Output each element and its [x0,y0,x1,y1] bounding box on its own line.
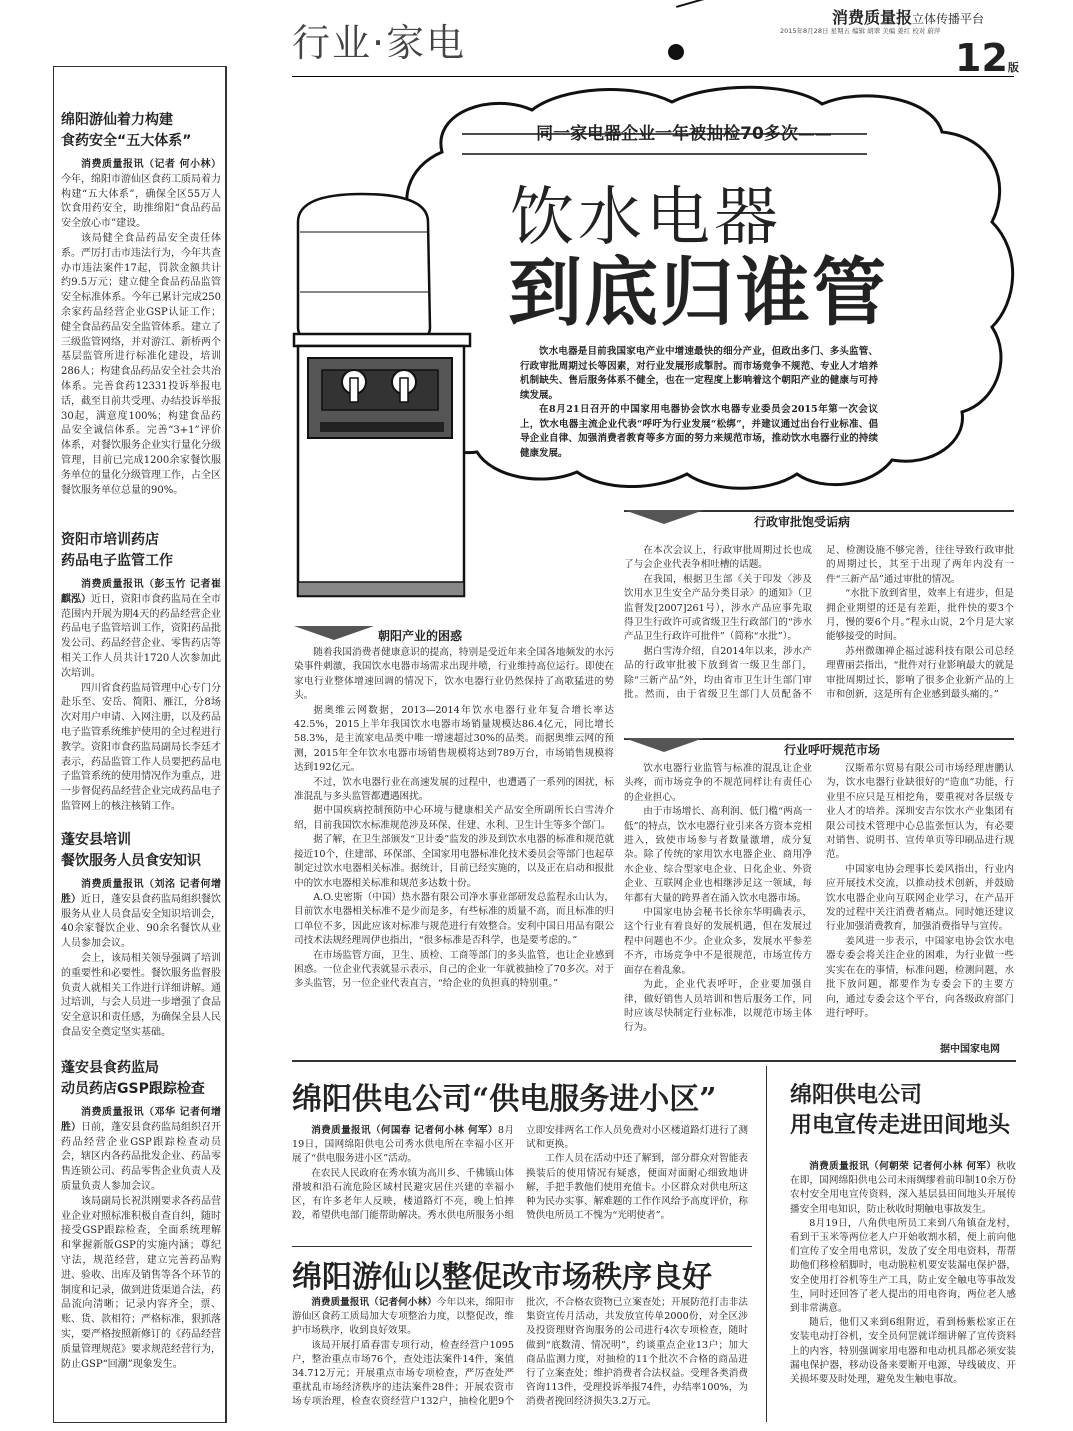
section-head-3: 行业呼吁规范市场 [624,738,1014,760]
page-number: 12版 [955,36,1019,80]
left-article-1: 绵阳游仙着力构建 食药安全“五大体系” 消费质量报讯（记者 何小林）今年，绵阳市游仙区食药工质局着力构建“五大体系”，确保全区55万人饮食用药安全，助推绵阳“食品药品安全放心市”建设。 该局健全食品药品安全责任体系。严厉打击市违法行为，今年共查办市违法案件17起，罚款金额共计约9.5万元；建立健全食品药品监管安全标准体系。今年已累计完成250余家药品经营企业GSP认证工作；健全食品药品安全监管体系。建立了三级监管网络，并对游江、新桥两个基层监管所进行标准化建设，培训286人；构建食品药品安全社会共治体系。完善食药12331投诉举报电话，截至目前共受理、办结投诉举报30起，满意度100%；构建食品药品安全诚信体系。完善“3+1”评价体系，对餐饮服务企业实行量化分级管理，目前已完成1200余家餐饮服务单位的量化分级管理工作，占全区餐饮服务单位总量的90%。 [61,112,221,496]
section-head-1: 朝阳产业的困惑 [294,624,506,646]
section-head-2: 行政审批饱受诟病 [624,510,1014,532]
feature-title-2: 到底归谁管 [508,250,888,336]
left-article-2: 资阳市培训药店 药品电子监管工作 消费质量报讯（彭玉竹 记者崔麒泓）近日，资阳市食药监局在全市范围内开展为期4天的药品经营企业药品电子监管培训工作，资阳药品批发公司、药品经营企业、零售药店等相关工作人员共计1720人次参加此次培训。 四川省食药监局管理中心专门分赴乐至、安岳、简阳、雁江，分8场次对用户申请、入网注册，以及药品电子监管系统维护使用的全过程进行教学。资阳市食药监局副局长李廷才表示，药品监管工作人员要把药品电子监管系统的使用情况作为重点，进一步督促药品经营企业完成药品电子监管网上的核注核销工作。 [61,532,221,812]
bottom-article-3-body: 消费质量报讯（何朝荣 记者何小林 何军）秋收在即，国网绵阳供电公司未雨绸缪着前印制10余万份农村安全用电宣传资料，深入基层县田间地头开展传播安全用电知识，防止秋收时期触电事故发生。 8月19日，八角供电所员工来到八角镇奋龙村，看到干玉米等两位老人户开始收割水稻，便上前向他们宣传了安全用电常识，发放了安全用电资料，帮帮助他们移检稻脚时，电动脱粒机要安装漏电保护器，安全使用打谷机等生产工具，防止安全触电等事故发生，同时还回答了老人提出的用电咨询，两位老人感到非常满意。 随后，他们又来到6组附近，看到杨紫松家正在安装电动打谷机，安全员何罡就详细讲解了宣传资料上的内容，特别强调家用电器和电动机具都必须安装漏电保护器，移动设备来要断开电源，导线破皮、开关损坏要及时处理，避免发生触电事故。 [790,1161,1017,1386]
bottom-article-2-body: 消费质量报讯（记者何小林）今年以来，绵阳市游仙区食药工质局加大专项整治力度，以整促改，维护市场秩序，收到良好效果。 该局开展打盾春雷专项行动，检查经营户1095户，整治重点市场76个，查处违法案件14件，案值34.712万元；开展重点市场专项检查，严厉查处严重扰乱市场经济秩序的违法案件28件；开展农资市场专项治理，检查农资经营户132户，抽检化肥9个批次，不合格农资物已立案查处；开展防范打击非法集资宣传月活动，共发放宣传单2000份，对全区涉及投资理财咨询服务的公司进行4次专项检查，随时做到“底数清、情况明”，约谈重点企业13户；加大商品监测力度，对抽检的11个批次不合格的商品进行了立案查处；维护消费者合法权益。受理各类消费咨询113件，受理投诉举报74件，办结率100%，为消费者挽回经济损失3.2万元。 [292,1297,748,1408]
masthead-dot [668,44,684,60]
feature-lead: 饮水电器是目前我国家电产业中增速最快的细分产业，但政出多门、多头监管、行政审批周期过长等因素，对行业发展形成掣肘。而市场竞争不规范、专业人才培养机制缺失、售后服务体系不健全，也在一定程度上影响着这个朝阳产业的健康与可持续发展。 在8月21日召开的中国家用电器协会饮水电器专业委员会2015年第一次会议上，饮水电器主流企业代表“呼吁为行业发展“松绑”，并建议通过出台行业标准、倡导企业自律、加强消费者教育等多方面的努力来规范市场，推动饮水电器行业的持续健康发展。 [520,346,878,459]
section-1-body: 随着我国消费者健康意识的提高，特别是受近年来全国各地频发的水污染事件刺激，我国饮水电器市场需求出现井喷，行业维持高位运行。即使在家电行业整体增速回调的情况下，饮水电器行业仍然保持了高歌猛进的势头。 据奥维云网数据，2013—2014年饮水电器行业年复合增长率达42.5%，2015上半年我国饮水电器市场销量规模达86.4亿元，同比增长58.3%，是主流家电品类中唯一增速超过30%的品类。而据奥维云网的预测，2015年全年饮水电器市场销售规模将达到789万台，市场销售规模将达到192亿元。 不过，饮水电器行业在高速发展的过程中，也遭遇了一系列的困扰，标准混乱与多头监管都遭遇困扰。 据中国疾病控制预防中心环境与健康相关产品安全所副所长白雪涛介绍，目前我国饮水标准规范涉及环保、住建、水利、卫生计生等多个部门。 据了解，在卫生部颁发“卫计委”监发的涉及到饮水电器的标准和规范就接近10个，住建部、环保部、全国家用电器标准化技术委员会等部门也起草制定过饮水电器相关标准。据统计，目前已经实施的，以及正在启动和报批中的饮水电器相关标准和规范多达数十份。 A.O.史密斯（中国）热水器有限公司净水事业部研发总监程永山认为，目前饮水电器相关标准不是少而是多，有些标准的质量不高，而且标准的归口单位不多，因此应该对标准与规范进行有效整合。安利中国日用品有限公司技术法规经理周伊也指出，“很多标准是否科学，也是要考虑的。” 在市场监管方面，卫生、质检、工商等部门的多头监管，也让企业感到困惑。一位企业代表就显示表示，自己的企业一年就被抽检了70多次。对于多头监管，另一位企业代表直言，“给企业的负担真的特别重。” [294,647,614,990]
masthead-slash [676,0,834,8]
byline: 消费质量报讯（何国春 记者何小林 何军） [311,1125,498,1136]
bottom-divider [292,1246,752,1247]
left-article-4: 蓬安县食药监局 动员药店GSP跟踪检查 消费质量报讯（邓华 记者何增胜）日前，蓬安县食药监局组织召开药品经营企业GSP跟踪检查动员会，辖区内各药品批发企业、药品零售连锁公司、药品零售企业负责人及质量负责人参加会议。 该局副局长祝洪刚要求各药品营业企业对照标准积极自查自纠，随时接受GSP跟踪检查，全面系统理解和掌握新版GSP的实施内涵；尊纪守法，规范经营，建立完善药品购进、验收、出库及销售等各个环节的制度和记录，做到进货渠道合法，药品流向清晰；记录内容齐全，票、账、货、款相符；严格标准，狠抓落实，要严格按照新修订的《药品经营质量管理规范》要求规范经营行为，防止GSP“回潮”现象发生。 [61,1060,221,1370]
bottom-vertical-rule [766,1066,767,1422]
feature-kicker: 同一家电器企业一年被抽检70多次—— [536,124,832,144]
dateline: 2015年8月28日 星期五 编辑 胡翠 美编 姜红 校对 蔚萍 [780,27,941,35]
byline: 消费质量报讯（邓华 记者何增胜） [61,1107,221,1133]
water-dispenser-drawing [294,334,470,596]
left-article-2-title: 资阳市培训药店 药品电子监管工作 [61,532,173,569]
section-title: 行业·家电 [292,21,467,65]
page-suffix: 版 [1007,61,1019,74]
bottom-article-3-title: 绵阳供电公司 用电宣传走进田间地头 [790,1082,1011,1138]
newspaper-name: 消费质量报立体传播平台 [832,8,985,27]
left-article-1-title: 绵阳游仙着力构建 食药安全“五大体系” [61,112,192,149]
section-2-body: 在本次会议上，行政审批周期过长也成了与会企业代表争相吐槽的话题。 在我国，根据卫生部《关于印发〈涉及饮用水卫生安全产品分类目录〉的通知》（卫监督发[2007]261号），涉水产品应事先取得卫生行政许可或省级卫生行政部门的“涉水产品卫生行政许可批件”（简称“水批”）。 据白雪涛介绍，自2014年以来，涉水产品的行政审批被下放到省一级卫生部门，除“三新产品”外，均由省市卫生计生部门审批。然而，由于省级卫生部门人员配备不足、检测设施不够完善，往往导致行政审批的周期过长，其至于出现了两年内没有一件“三新产品”通过审批的情况。 “水批下放到省里，效率上有进步，但是拥企业期望的还是有差距，批件快的要3个月，慢的要6个月。”程永山说，2个月是大家能够接受的时间。 苏州微珈禅企福过滤科技有限公司总经理曹丽芸指出，“批件对行业影响最大的就是审批周期过长，影响了很多企业新产品的上市和创新，这是所有企业感到最头痛的。” [624,545,1014,701]
byline: 消费质量报讯（记者 何小林） [81,159,221,170]
bottom-article-1-body: 消费质量报讯（何国春 记者何小林 何军）8月19日，国网绵阳供电公司秀水供电所在幸福小区开展了“供电服务进小区”活动。 在农民人民政府在秀水镇为高川乡、千佛镇山体滑坡和沿石流危险区域村民避灾居住兴建的幸福小区，有许多老年人反映，楼道路灯不亮，晚上怕摔跤，希望供电部门能帮助解决。秀水供电所服务小组立即安排两名工作人员免费对小区楼道路灯进行了测试和更换。 工作人员在活动中还了解到，部分群众对智能表换装后的使用情况有疑惑，便面对面耐心细致地讲解，手把手教他们使用充值卡。小区群众对供电所这种为民办实事、解难题的工作作风给予高度评价，称赞供电所员工不愧为“光明使者”。 [292,1125,748,1222]
left-article-4-title: 蓬安县食药监局 动员药店GSP跟踪检查 [61,1060,205,1097]
platform-tag: 立体传播平台 [912,12,985,26]
feature-title-1: 饮水电器 [510,181,782,255]
byline: 消费质量报讯（何朝荣 记者何小林 何军） [809,1161,997,1172]
section-3-body: 饮水电器行业监管与标准的混乱让企业头疼，而市场竞争的不规范同样让有责任心的企业担心。 由于市场增长、高利润、低门槛“两高一低”的特点，饮水电器行业引来各方资本竞相进入，致使市场参与者数量激增，成分复杂。除了传统的家用饮水电器企业、商用净水企业、综合型家电企业、日化企业、外资企业、互联网企业也相继涉足这一领域，每年都有大量的跨界者在涌入饮水电器市场。 中国家电协会秘书长徐东华明确表示，这个行业有着良好的发展机遇，但在发展过程中问题也不少。企业众多，发展水平参差不齐，市场竞争中不是很规范，市场宣传方面存在着乱象。 为此，企业代表呼吁，企业要加强自律，做好销售人员培训和售后服务工作，同时应该尽快制定行业标准，以规范市场主体行为。 汉斯希尔贸易有限公司市场经理唐鹏认为，饮水电器行业缺很好的“造血”功能，行业里不应只是互相挖角，要重视对各层级专业人才的培养。深圳安吉尔饮水产业集团有限公司技术管理中心总监张恒认为，有必要对销售、说明书、宣传单页等印刷品进行规范。 中国家电协会理事长姜风指出，行业内应开展技术交流，以推动技术创新，并鼓励饮水电器企业向互联网企业学习，在产品开发的过程中关注消费者痛点。同时她还建议行业加强消费教育，加强消费指导与宣传。 姜风进一步表示，中国家电协会饮水电器专委会将关注企业的困难，为行业做一些实实在在的事情，标准问题，检测问题，水批下放问题，都要作为专委会下的主要方向，通过专委会这个平台，向各级政府部门进行呼吁。 [624,763,1014,1034]
byline: 消费质量报讯（记者何小林） [311,1297,437,1308]
byline: 消费质量报讯（彭玉竹 记者崔麒泓） [61,579,221,605]
left-article-3-title: 蓬安县培训 餐饮服务人员食安知识 [61,832,201,869]
left-article-3: 蓬安县培训 餐饮服务人员食安知识 消费质量报讯（刘洺 记者何增胜）近日，蓬安县食药监局组织餐饮服务从业人员食品安全知识培训会，40余家餐饮企业、90余名餐饮从业人员参加会议。 会上，该局相关领导强调了培训的重要性和必要性。餐饮服务监督股负责人就相关工作进行详细讲解。通过培训，与会人员进一步增强了食品安全意识和责任感，为确保全县人民食品安全奠定坚实基础。 [61,832,221,1038]
masthead-rule [292,76,1014,77]
bottom-article-2-title: 绵阳游仙以整促改市场秩序良好 [292,1260,712,1295]
byline: 消费质量报讯（刘洺 记者何增胜） [61,879,221,905]
bottom-article-1-title: 绵阳供电公司“供电服务进小区” [292,1082,717,1117]
section-3-source: 据中国家电网 [940,1044,1000,1055]
feature-divider [292,1060,1016,1062]
